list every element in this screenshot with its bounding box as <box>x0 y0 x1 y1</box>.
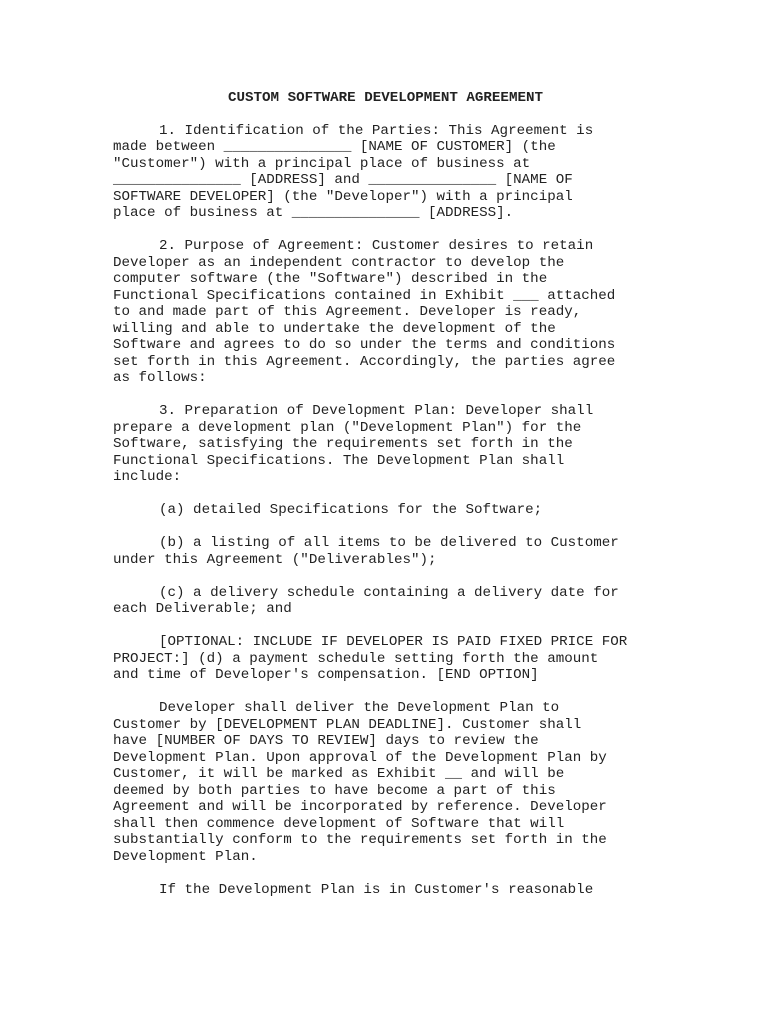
paragraph-plan-review: If the Development Plan is in Customer's reasonable <box>159 881 594 898</box>
paragraph-item-a: (a) detailed Specifications for the Software; <box>159 502 543 518</box>
paragraph-delivery-of-plan: Developer shall deliver the Development Plan to Customer by [DEVELOPMENT PLAN DEADLINE]. Customer shall have [NUMBER OF DAYS TO REVIEW] days to review the Development Plan. Upon approval of the Development Plan by Customer, it will be marked as Exhibit __ and will be deemed by both parties to have become a part of this Agreement and will be incorporated by reference. Developer shall then commence development of Software that will substantially conform to the requirements set forth in the Development Plan. <box>113 700 607 865</box>
paragraph-identification-of-parties: 1. Identification of the Parties: This Agreement is made between _______________ [NAME OF CUSTOMER] (the "Customer") with a principal place of business at _______________ [ADDRESS] and _______________ [NAME OF SOFTWARE DEVELOPER] (the "Developer") with a principal place of business at _______________ [ADDRESS]. <box>113 122 594 221</box>
paragraph-purpose-of-agreement: 2. Purpose of Agreement: Customer desires to retain Developer as an independent contractor to develop the computer software (the "Software") described in the Functional Specifications contained in Exhibit ___ attached to and made part of this Agreement. Developer is ready, willing and able to undertake the development of the Software and agrees to do so under the terms and conditions set forth in this Agreement. Accordingly, the parties agree as follows: <box>113 238 616 386</box>
paragraph-development-plan: 3. Preparation of Development Plan: Developer shall prepare a development plan ("Development Plan") for the Software, satisfying the requirements set forth in the Functional Specifications. The Development Plan shall include: <box>113 403 594 485</box>
document-page <box>113 90 658 898</box>
document-title: CUSTOM SOFTWARE DEVELOPMENT AGREEMENT <box>227 90 543 106</box>
paragraph-item-b: (b) a listing of all items to be delivered to Customer under this Agreement ("Deliverables"); <box>113 535 619 568</box>
paragraph-optional-item-d: [OPTIONAL: INCLUDE IF DEVELOPER IS PAID FIXED PRICE FOR PROJECT:] (d) a payment schedule setting forth the amount and time of Developer's compensation. [END OPTION] <box>113 634 628 683</box>
paragraph-item-c: (c) a delivery schedule containing a delivery date for each Deliverable; and <box>113 584 619 617</box>
